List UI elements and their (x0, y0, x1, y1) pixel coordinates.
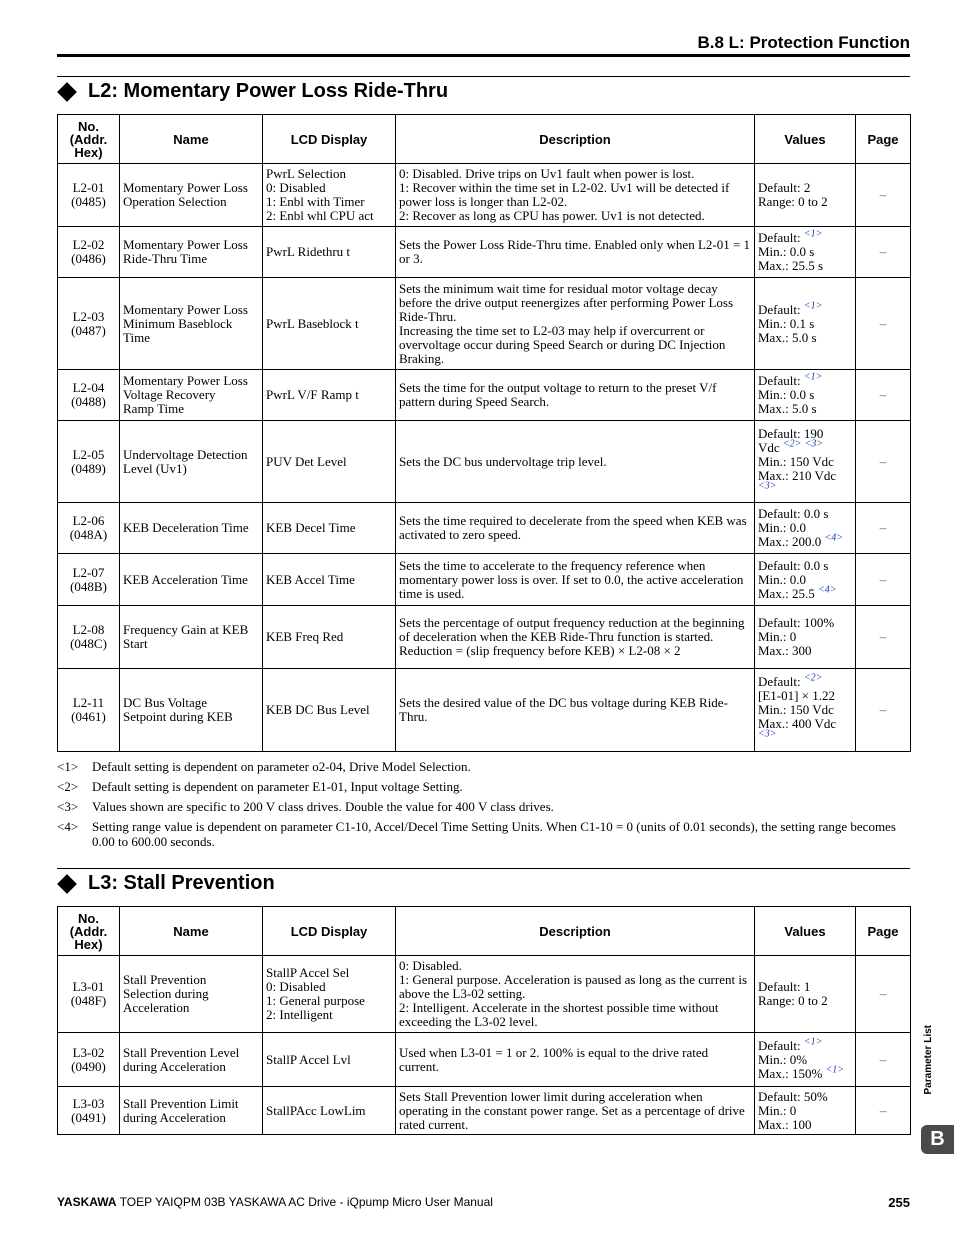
value-text: Max.: 25.5 s (758, 258, 823, 273)
param-name-cell (120, 227, 263, 278)
param-name-line: Setpoint during KEB (123, 709, 233, 724)
param-number: L3-01 (72, 979, 105, 994)
table-row (58, 669, 911, 752)
diamond-bullet-icon (57, 874, 77, 894)
param-number: L2-05 (72, 446, 105, 462)
table-row (58, 1033, 911, 1087)
side-tab-letter: B (921, 1125, 954, 1154)
value-text: Default: 2 (758, 180, 811, 195)
value-line (758, 259, 852, 273)
column-header-no-line: No. (78, 910, 99, 926)
header-rule (57, 54, 910, 57)
values-cell (755, 370, 856, 421)
param-number-cell (58, 669, 120, 752)
description-cell (396, 554, 755, 606)
value-line (758, 195, 852, 209)
param-number-cell (58, 278, 120, 370)
description-line: 0: Disabled. (399, 958, 462, 973)
section-title-l3 (57, 872, 275, 895)
description-line: Sets Stall Prevention lower limit during acceleration when operating in the constant power range. Set as a percentage of drive rated current. (399, 1088, 745, 1132)
description-line: 1: General purpose. Acceleration is paused as long as the current is above the L3-02 setting. (399, 972, 747, 1001)
table-row (58, 164, 911, 227)
section-rule-l3 (57, 868, 910, 869)
param-number-cell (58, 227, 120, 278)
param-number-cell (58, 503, 120, 554)
lcd-display-line: PUV Det Level (266, 453, 347, 469)
value-line (758, 181, 852, 195)
param-name-line: KEB Acceleration Time (123, 571, 248, 587)
footnote-text: Default setting is dependent on parameter E1-01, Input voltage Setting. (92, 779, 463, 794)
param-name-cell (120, 278, 263, 370)
table-row (58, 370, 911, 421)
table-row (58, 554, 911, 606)
lcd-display-cell (263, 1087, 396, 1135)
description-cell (396, 421, 755, 503)
footer-manual-title (57, 1195, 493, 1209)
param-address: (0490) (71, 1058, 106, 1074)
column-header-no-line: (Addr. (69, 923, 108, 939)
lcd-display-line: 1: Enbl with Timer (266, 194, 365, 209)
param-name-cell (120, 1087, 263, 1135)
value-text: Default: (758, 373, 801, 388)
page-number: 255 (888, 1195, 910, 1210)
column-header-values: Values (755, 115, 856, 164)
footnote-tag: <4> (57, 819, 79, 834)
value-line (758, 1036, 852, 1053)
param-number-cell (58, 1033, 120, 1087)
page-cell: – (856, 503, 911, 554)
footnote-ref: <1> (803, 1036, 823, 1048)
lcd-display-cell (263, 956, 396, 1033)
value-text: Default: 100% (758, 615, 835, 630)
param-number: L2-07 (72, 564, 105, 580)
column-header-name: Name (120, 907, 263, 956)
column-header-lcd: LCD Display (263, 907, 396, 956)
value-text: Min.: 0.0 s (758, 387, 815, 402)
param-number-cell (58, 421, 120, 503)
param-name-line: Voltage Recovery (123, 387, 216, 402)
footnote-ref: <2> (803, 672, 823, 684)
value-text: Max.: 100 (758, 1116, 812, 1132)
lcd-display-cell (263, 370, 396, 421)
value-text: Default: (758, 674, 801, 689)
lcd-display-cell (263, 1033, 396, 1087)
values-cell (755, 1087, 856, 1135)
value-line (758, 994, 852, 1008)
description-line: Sets the Power Loss Ride-Thru time. Enabled only when L2-01 = 1 or 3. (399, 237, 751, 266)
lcd-display-cell (263, 421, 396, 503)
description-line: Reduction = (slip frequency before KEB) × L2-08 × 2 (399, 643, 681, 658)
value-text: Default: 190 (758, 425, 824, 441)
lcd-display-line: 1: General purpose (266, 993, 365, 1008)
section-rule-l2 (57, 76, 910, 77)
lcd-display-cell (263, 227, 396, 278)
section-title-l3-text: L3: Stall Prevention (88, 872, 275, 894)
param-address: (048F) (70, 993, 107, 1008)
param-name-cell (120, 1033, 263, 1087)
description-cell (396, 503, 755, 554)
description-cell (396, 164, 755, 227)
param-name-cell (120, 956, 263, 1033)
footer-brand: YASKAWA (57, 1195, 117, 1209)
values-cell (755, 669, 856, 752)
lcd-display-cell (263, 669, 396, 752)
description-line: Sets the time required to decelerate from the speed when KEB was activated to zero speed. (399, 513, 747, 542)
page-cell: – (856, 554, 911, 606)
param-number-cell (58, 554, 120, 606)
description-line: Used when L3-01 = 1 or 2. 100% is equal to the drive rated current. (399, 1044, 709, 1074)
param-name-cell (120, 421, 263, 503)
value-line (758, 616, 852, 630)
lcd-display-line: PwrL Baseblock t (266, 315, 359, 331)
footnote-tag: <3> (57, 799, 79, 814)
footnote-ref: <1> (803, 371, 823, 383)
param-number: L2-04 (72, 380, 105, 395)
section-title-l2-text: L2: Momentary Power Loss Ride-Thru (88, 80, 449, 102)
lcd-display-line: PwrL Selection (266, 166, 347, 181)
description-cell (396, 227, 755, 278)
value-line (758, 300, 852, 317)
footnote-ref: <4> (817, 584, 837, 596)
value-text: Max.: 25.5 (758, 585, 815, 601)
value-text: Default: 0.0 s (758, 506, 829, 521)
table-row (58, 956, 911, 1033)
value-line (758, 371, 852, 388)
footnote-ref: <3> (804, 438, 824, 450)
param-name-line: Minimum Baseblock (123, 315, 233, 331)
param-name-line: Frequency Gain at KEB (123, 622, 249, 637)
param-name-line: KEB Deceleration Time (123, 520, 249, 535)
param-address: (048C) (70, 636, 107, 651)
value-line (758, 573, 852, 587)
description-line: Sets the time for the output voltage to return to the preset V/f pattern during Speed Search. (399, 380, 717, 409)
running-header: B.8 L: Protection Function (697, 33, 910, 52)
param-number-cell (58, 1087, 120, 1135)
param-number: L2-06 (72, 513, 105, 528)
value-text: Default: 1 (758, 979, 811, 994)
value-text: Default: (758, 230, 801, 245)
table-row (58, 227, 911, 278)
footnote-text: Setting range value is dependent on parameter C1-10, Accel/Decel Time Setting Units. When C1-10 = 0 (units of 0.01 seconds), the setting range becomes 0.00 to 600.00 seconds. (92, 819, 896, 849)
value-text: Min.: 0 (758, 629, 797, 644)
value-text: Max.: 300 (758, 643, 812, 658)
lcd-display-line: KEB Freq Red (266, 629, 344, 644)
param-number-cell (58, 164, 120, 227)
lcd-display-line: 0: Disabled (266, 979, 326, 994)
value-line (758, 317, 852, 331)
value-line (758, 438, 852, 455)
value-text: Min.: 0.1 s (758, 315, 815, 331)
param-name-line: during Acceleration (123, 1109, 226, 1125)
value-text: Min.: 0 (758, 1102, 797, 1118)
param-name-line: Ride-Thru Time (123, 251, 208, 266)
value-text: Max.: 150% (758, 1065, 823, 1081)
lcd-display-cell (263, 164, 396, 227)
table-row (58, 1087, 911, 1135)
param-name-line: Momentary Power Loss (123, 237, 248, 252)
value-text: Min.: 0.0 (758, 571, 807, 587)
footnote-ref: <2> (782, 438, 802, 450)
description-line: 2: Intelligent. Accelerate in the shortest possible time without exceeding the L3-02 level. (399, 1000, 719, 1029)
diamond-bullet-icon (57, 82, 77, 102)
value-text: Range: 0 to 2 (758, 194, 828, 209)
value-text: Max.: 210 Vdc (758, 467, 837, 483)
param-number-cell (58, 956, 120, 1033)
column-header-page: Page (856, 907, 911, 956)
values-cell (755, 956, 856, 1033)
page-cell: – (856, 1087, 911, 1135)
lcd-display-cell (263, 606, 396, 669)
param-address: (0486) (71, 251, 106, 266)
column-header-page: Page (856, 115, 911, 164)
value-text: Max.: 5.0 s (758, 401, 817, 416)
param-number-cell (58, 606, 120, 669)
lcd-display-line: KEB Decel Time (266, 520, 356, 535)
description-cell (396, 956, 755, 1033)
column-header-description: Description (396, 115, 755, 164)
description-cell (396, 278, 755, 370)
param-name-line: Momentary Power Loss (123, 373, 248, 388)
param-address: (0487) (71, 322, 106, 338)
lcd-display-line: 2: Intelligent (266, 1007, 333, 1022)
page-cell: – (856, 669, 911, 752)
param-name-line: DC Bus Voltage (123, 695, 208, 710)
param-name-line: Start (123, 636, 148, 651)
param-name-line: Undervoltage Detection (123, 446, 248, 462)
footnote (57, 819, 910, 849)
description-line: Sets the minimum wait time for residual motor voltage decay before the drive output reenergizes after performing Power Loss Ride-Thru. (399, 280, 734, 324)
lcd-display-line: 2: Enbl whl CPU act (266, 208, 374, 223)
param-number: L2-01 (72, 180, 105, 195)
description-line: Increasing the time set to L2-03 may help if overcurrent or overvoltage occur during Speed Search or during DC Injection Braking. (399, 322, 726, 366)
param-name-line: Time (123, 329, 150, 345)
values-cell (755, 278, 856, 370)
footnote (57, 759, 910, 774)
values-cell (755, 227, 856, 278)
column-header-no-line: (Addr. (69, 131, 108, 147)
param-number: L2-02 (72, 237, 105, 252)
value-text: Vdc (758, 439, 780, 455)
value-text: Min.: 150 Vdc (758, 453, 834, 469)
param-address: (0488) (71, 394, 106, 409)
value-line (758, 532, 852, 549)
page-cell: – (856, 370, 911, 421)
value-text: Max.: 200.0 (758, 534, 822, 549)
param-name-line: Ramp Time (123, 401, 185, 416)
page-cell: – (856, 278, 911, 370)
param-name-cell (120, 164, 263, 227)
lcd-display-cell (263, 554, 396, 606)
param-name-cell (120, 606, 263, 669)
page-cell: – (856, 606, 911, 669)
values-cell (755, 1033, 856, 1087)
param-number-cell (58, 370, 120, 421)
l2-parameter-table (57, 114, 911, 752)
page-cell: – (856, 227, 911, 278)
param-name-line: Level (Uv1) (123, 460, 187, 476)
description-cell (396, 370, 755, 421)
column-header-no (58, 115, 120, 164)
param-address: (0461) (71, 709, 106, 724)
param-address: (048A) (69, 527, 108, 542)
footnote-ref: <1> (803, 228, 823, 240)
param-name-line: during Acceleration (123, 1058, 226, 1074)
param-name-cell (120, 669, 263, 752)
value-text: Default: (758, 301, 801, 317)
param-name-cell (120, 503, 263, 554)
value-text: Default: (758, 1037, 801, 1053)
value-line (758, 689, 852, 703)
value-line (758, 480, 852, 497)
l3-parameter-table (57, 906, 911, 1135)
lcd-display-line: PwrL Ridethru t (266, 244, 351, 259)
side-tab-label: Parameter List (923, 1025, 934, 1095)
value-line (758, 245, 852, 259)
param-address: (0491) (71, 1109, 106, 1125)
param-address: (0485) (71, 194, 106, 209)
description-cell (396, 669, 755, 752)
values-cell (755, 606, 856, 669)
footnote-tag: <1> (57, 759, 79, 774)
value-text: Min.: 0% (758, 1051, 808, 1067)
value-line (758, 228, 852, 245)
value-line (758, 402, 852, 416)
value-line (758, 584, 852, 601)
value-line (758, 630, 852, 644)
param-name-line: Stall Prevention Limit (123, 1095, 239, 1111)
param-name-line: Operation Selection (123, 194, 227, 209)
value-line (758, 1104, 852, 1118)
table-row (58, 606, 911, 669)
lcd-display-line: StallPAcc LowLim (266, 1102, 366, 1118)
param-number: L2-11 (72, 695, 105, 710)
footnotes (57, 759, 910, 854)
param-name-line: Momentary Power Loss (123, 301, 248, 317)
page-cell: – (856, 164, 911, 227)
value-line (758, 507, 852, 521)
value-text: Min.: 0.0 s (758, 244, 815, 259)
description-cell (396, 606, 755, 669)
description-line: 2: Recover as long as CPU has power. Uv1 is not detected. (399, 208, 705, 223)
lcd-display-cell (263, 278, 396, 370)
footnote-tag: <2> (57, 779, 79, 794)
value-text: Max.: 400 Vdc (758, 716, 837, 731)
values-cell (755, 503, 856, 554)
param-number: L3-03 (72, 1095, 105, 1111)
lcd-display-line: KEB DC Bus Level (266, 702, 370, 717)
table-row (58, 278, 911, 370)
page-cell: – (856, 1033, 911, 1087)
param-name-line: Stall Prevention Level (123, 1044, 240, 1060)
footnote (57, 799, 910, 814)
value-line (758, 1090, 852, 1104)
column-header-description: Description (396, 907, 755, 956)
lcd-display-line: 0: Disabled (266, 180, 326, 195)
value-text: Range: 0 to 2 (758, 993, 828, 1008)
footnote (57, 779, 910, 794)
table-row (58, 421, 911, 503)
page-cell: – (856, 956, 911, 1033)
values-cell (755, 554, 856, 606)
footnote-ref: <1> (825, 1064, 845, 1076)
value-text: Default: 0.0 s (758, 557, 829, 573)
value-text: Min.: 150 Vdc (758, 702, 834, 717)
value-line (758, 644, 852, 658)
lcd-display-cell (263, 503, 396, 554)
lcd-display-line: KEB Accel Time (266, 571, 355, 587)
param-name-cell (120, 554, 263, 606)
description-line: 1: Recover within the time set in L2-02. Uv1 will be detected if power loss is longer than L2-02. (399, 180, 730, 209)
lcd-display-line: StallP Accel Lvl (266, 1051, 351, 1067)
param-name-cell (120, 370, 263, 421)
value-text: Max.: 5.0 s (758, 329, 817, 345)
value-line (758, 331, 852, 345)
footnote-ref: <3> (758, 728, 777, 740)
column-header-no-line: No. (78, 118, 99, 134)
page-cell: – (856, 421, 911, 503)
param-address: (0489) (71, 460, 106, 476)
section-title-l2 (57, 80, 448, 103)
lcd-display-line: StallP Accel Sel (266, 965, 350, 980)
values-cell (755, 164, 856, 227)
description-line: Sets the time to accelerate to the frequency reference when momentary power loss is over. If set to 0.0, the active acceleration time is used. (399, 557, 744, 601)
value-line (758, 728, 852, 745)
value-text: [E1-01] × 1.22 (758, 688, 836, 703)
description-line: Sets the percentage of output frequency reduction at the beginning of deceleration when the KEB Ride-Thru function is started. (399, 615, 745, 644)
column-header-no-line: Hex) (74, 144, 103, 160)
column-header-no-line: Hex) (74, 936, 103, 952)
column-header-values: Values (755, 907, 856, 956)
table-row (58, 503, 911, 554)
description-line: 0: Disabled. Drive trips on Uv1 fault when power is lost. (399, 166, 695, 181)
description-cell (396, 1087, 755, 1135)
value-text: Default: 50% (758, 1088, 828, 1104)
footnote-ref: <4> (824, 532, 843, 544)
value-line (758, 1064, 852, 1081)
column-header-no (58, 907, 120, 956)
param-address: (048B) (70, 578, 107, 594)
footnote-text: Values shown are specific to 200 V class drives. Double the value for 400 V class drives. (92, 799, 554, 814)
param-name-line: Acceleration (123, 1000, 190, 1015)
footnote-ref: <3> (758, 480, 777, 492)
description-cell (396, 1033, 755, 1087)
param-number: L2-03 (72, 308, 105, 324)
value-text: Min.: 0.0 (758, 520, 807, 535)
lcd-display-line: PwrL V/F Ramp t (266, 387, 359, 402)
description-line: Sets the DC bus undervoltage trip level. (399, 453, 607, 469)
footnote-text: Default setting is dependent on parameter o2-04, Drive Model Selection. (92, 759, 471, 774)
param-name-line: Selection during (123, 986, 209, 1001)
value-line (758, 980, 852, 994)
value-line (758, 672, 852, 689)
value-line (758, 1118, 852, 1132)
param-name-line: Momentary Power Loss (123, 180, 248, 195)
value-line (758, 703, 852, 717)
param-number: L3-02 (72, 1044, 105, 1060)
value-line (758, 559, 852, 573)
value-line (758, 388, 852, 402)
description-line: Sets the desired value of the DC bus voltage during KEB Ride-Thru. (399, 695, 728, 724)
param-number: L2-08 (72, 622, 105, 637)
footnote-ref: <1> (803, 300, 823, 312)
param-name-line: Stall Prevention (123, 972, 207, 987)
column-header-name: Name (120, 115, 263, 164)
footer-text: TOEP YAIQPM 03B YASKAWA AC Drive - iQpump Micro User Manual (116, 1195, 493, 1209)
column-header-lcd: LCD Display (263, 115, 396, 164)
values-cell (755, 421, 856, 503)
value-line (758, 455, 852, 469)
